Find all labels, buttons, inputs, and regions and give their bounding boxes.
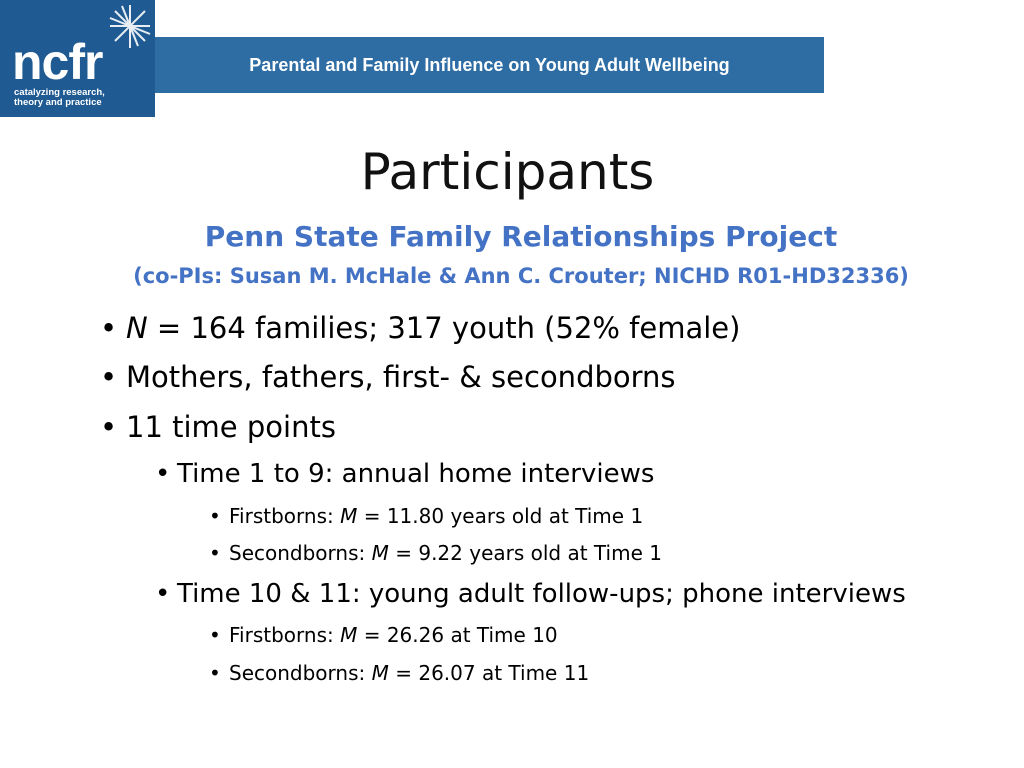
bullet-members-text: Mothers, fathers, first- & secondborns <box>126 360 676 394</box>
bullet-time1to9-text: Time 1 to 9: annual home interviews <box>177 459 655 489</box>
bullet-timepoints <box>100 408 336 446</box>
banner-title: Parental and Family Influence on Young Adult Wellbeing <box>249 54 730 75</box>
bullet-icon: • <box>155 459 171 489</box>
slide-credit: (co-PIs: Susan M. McHale & Ann C. Crouter; NICHD R01-HD32336) <box>133 264 909 288</box>
bullet-sb-t1-suffix: = 9.22 years old at Time 1 <box>388 541 662 565</box>
bullet-sb-t1-prefix: Secondborns: <box>229 541 372 565</box>
ncfr-logo <box>0 0 155 117</box>
bullet-sb-t11-suffix: = 26.07 at Time 11 <box>388 661 590 685</box>
bullet-fb-t1-italic: M <box>340 504 358 528</box>
logo-tagline <box>14 88 144 108</box>
bullet-fb-t10-italic: M <box>340 623 358 647</box>
bullet-icon: • <box>209 661 221 685</box>
bullet-n-text: = 164 families; 317 youth (52% female) <box>147 311 741 345</box>
slide-subtitle: Penn State Family Relationships Project <box>204 220 838 253</box>
bullet-timepoints-text: 11 time points <box>126 410 336 444</box>
bullet-icon: • <box>209 504 221 528</box>
bullet-icon: • <box>209 541 221 565</box>
bullet-n-italic: N <box>126 311 148 345</box>
bullet-secondborns-t1 <box>209 539 662 567</box>
bullet-members <box>100 358 676 396</box>
logo-tagline-line1: catalyzing research, <box>14 87 105 98</box>
bullet-icon: • <box>100 311 118 345</box>
header-banner <box>155 37 824 93</box>
bullet-sample-size <box>100 309 741 347</box>
bullet-icon: • <box>209 623 221 647</box>
bullet-time10to11 <box>155 577 906 611</box>
bullet-fb-t10-prefix: Firstborns: <box>229 623 341 647</box>
bullet-firstborns-t10 <box>209 621 558 649</box>
bullet-fb-t10-suffix: = 26.26 at Time 10 <box>357 623 558 647</box>
bullet-time1to9 <box>155 457 655 491</box>
bullet-sb-t1-italic: M <box>371 541 389 565</box>
bullet-secondborns-t11 <box>209 659 590 687</box>
logo-wordmark: ncfr <box>12 34 103 90</box>
bullet-firstborns-t1 <box>209 502 644 530</box>
bullet-fb-t1-prefix: Firstborns: <box>229 504 341 528</box>
bullet-icon: • <box>155 579 171 609</box>
bullet-time10to11-text: Time 10 & 11: young adult follow-ups; phone interviews <box>177 579 906 609</box>
bullet-sb-t11-prefix: Secondborns: <box>229 661 372 685</box>
bullet-fb-t1-suffix: = 11.80 years old at Time 1 <box>357 504 644 528</box>
slide-title: Participants <box>360 143 655 201</box>
logo-tagline-line2: theory and practice <box>14 97 102 108</box>
bullet-icon: • <box>100 360 118 394</box>
bullet-icon: • <box>100 410 118 444</box>
bullet-sb-t11-italic: M <box>371 661 389 685</box>
